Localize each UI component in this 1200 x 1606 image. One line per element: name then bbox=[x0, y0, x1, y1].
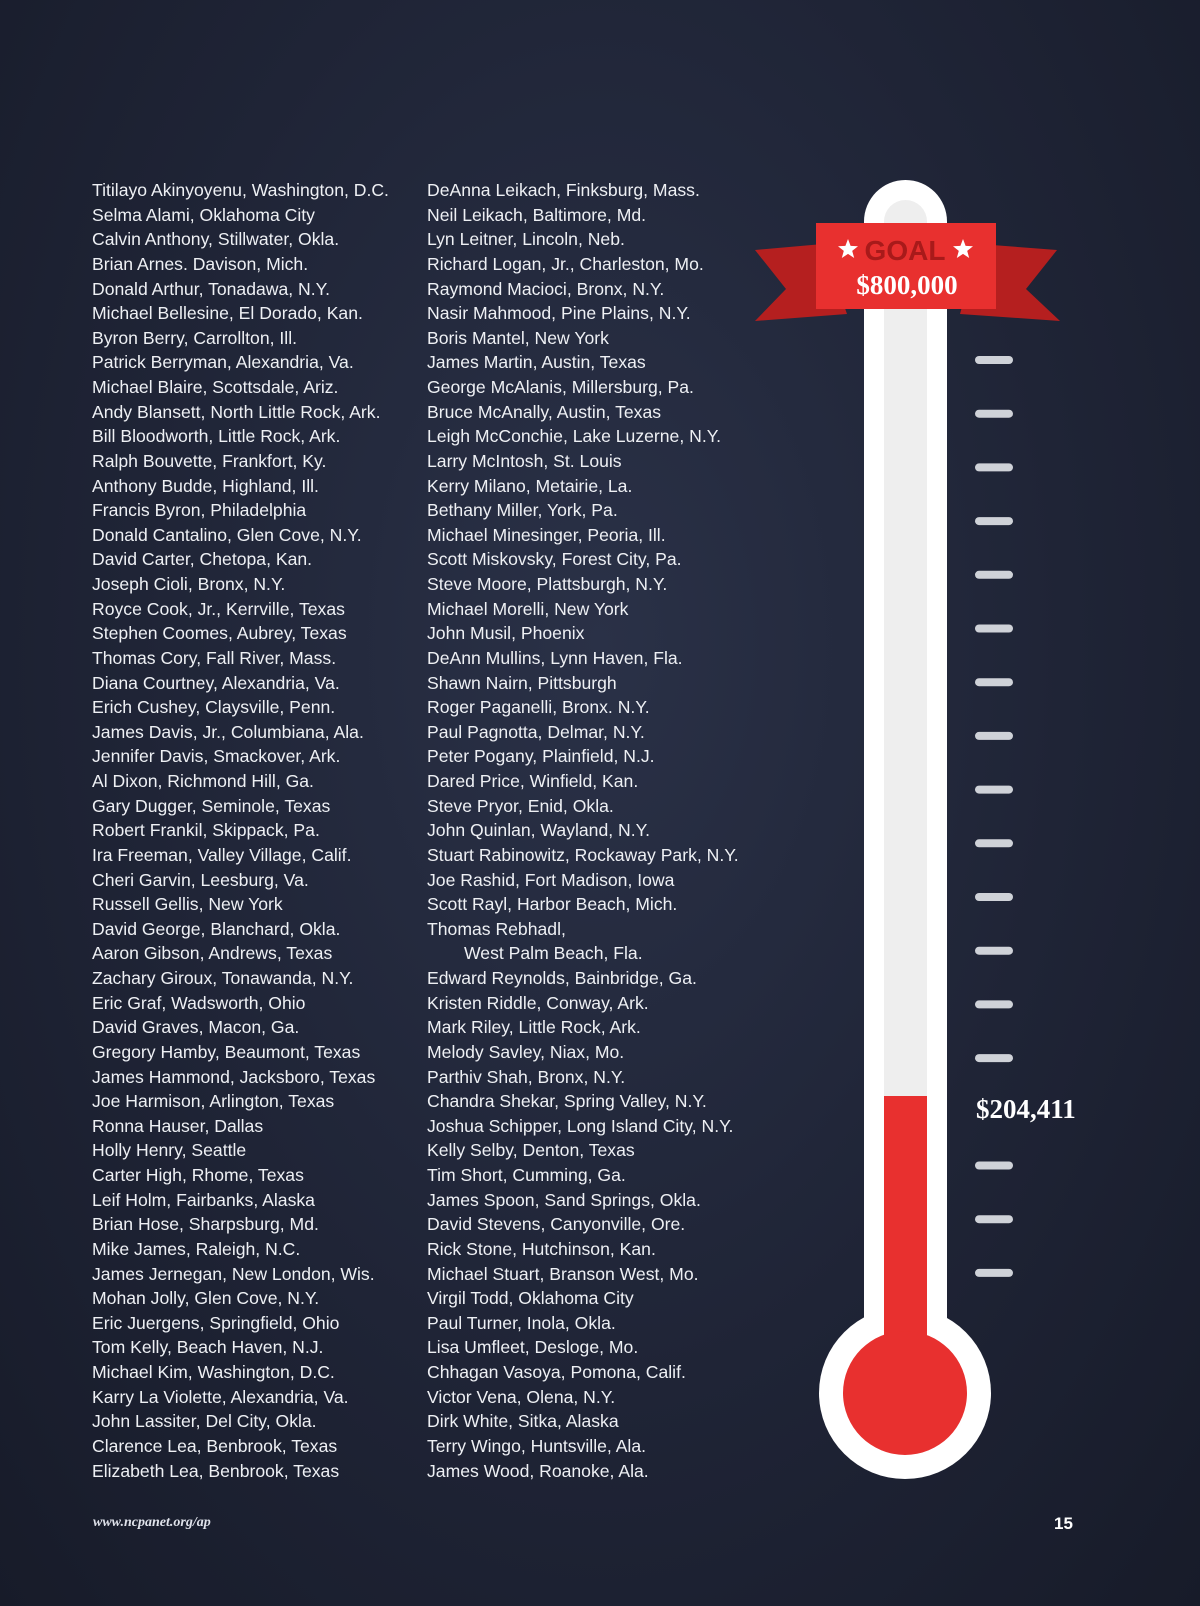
donor-entry: Scott Miskovsky, Forest City, Pa. bbox=[427, 549, 682, 570]
donor-entry: Bruce McAnally, Austin, Texas bbox=[427, 401, 662, 422]
tick-mark bbox=[975, 463, 1013, 471]
donor-entry: Virgil Todd, Oklahoma City bbox=[427, 1288, 634, 1309]
donor-entry: Rick Stone, Hutchinson, Kan. bbox=[427, 1238, 656, 1259]
donor-entry: Eric Graf, Wadsworth, Ohio bbox=[92, 992, 306, 1013]
donor-entry: Michael Kim, Washington, D.C. bbox=[92, 1362, 335, 1382]
donor-entry: Chhagan Vasoya, Pomona, Calif. bbox=[427, 1362, 686, 1382]
donor-entry: Joe Harmison, Arlington, Texas bbox=[92, 1091, 335, 1112]
donor-entry: Boris Mantel, New York bbox=[427, 327, 609, 348]
tick-mark bbox=[975, 571, 1013, 579]
donor-entry: Paul Pagnotta, Delmar, N.Y. bbox=[427, 721, 645, 742]
donor-entry: Zachary Giroux, Tonawanda, N.Y. bbox=[92, 968, 354, 988]
donor-entry: Erich Cushey, Claysville, Penn. bbox=[92, 697, 336, 718]
tick-mark bbox=[975, 1054, 1013, 1062]
donor-entry: Diana Courtney, Alexandria, Va. bbox=[92, 672, 340, 693]
donor-entry: David Stevens, Canyonville, Ore. bbox=[427, 1214, 686, 1235]
tick-mark bbox=[975, 893, 1013, 901]
donor-entry: Richard Logan, Jr., Charleston, Mo. bbox=[427, 253, 704, 274]
donor-entry: Melody Savley, Niax, Mo. bbox=[427, 1041, 625, 1062]
donor-entry: Mohan Jolly, Glen Cove, N.Y. bbox=[92, 1288, 320, 1309]
donor-entry: Michael Blaire, Scottsdale, Ariz. bbox=[92, 377, 339, 397]
donor-entry: James Davis, Jr., Columbiana, Ala. bbox=[92, 721, 364, 742]
donor-entry: Titilayo Akinyoyenu, Washington, D.C. bbox=[92, 180, 389, 200]
donor-entry: Joshua Schipper, Long Island City, N.Y. bbox=[427, 1115, 734, 1136]
donor-entry: DeAnna Leikach, Finksburg, Mass. bbox=[427, 180, 700, 200]
donor-entry: Kristen Riddle, Conway, Ark. bbox=[427, 992, 649, 1013]
donor-entry: Cheri Garvin, Leesburg, Va. bbox=[92, 869, 309, 890]
donor-entry: Leif Holm, Fairbanks, Alaska bbox=[92, 1189, 315, 1210]
donor-entry: John Lassiter, Del City, Okla. bbox=[92, 1411, 317, 1432]
donor-entry: David Graves, Macon, Ga. bbox=[92, 1017, 300, 1038]
donor-entry: Edward Reynolds, Bainbridge, Ga. bbox=[427, 968, 697, 988]
tick-mark bbox=[975, 786, 1013, 794]
tick-mark bbox=[975, 678, 1013, 686]
donor-entry: Roger Paganelli, Bronx. N.Y. bbox=[427, 697, 650, 718]
donor-entry: Lyn Leitner, Lincoln, Neb. bbox=[427, 229, 625, 250]
donor-entry: Neil Leikach, Baltimore, Md. bbox=[427, 204, 647, 225]
donor-entry: James Martin, Austin, Texas bbox=[427, 352, 646, 373]
donor-entry: David George, Blanchard, Okla. bbox=[92, 918, 341, 939]
donor-entry: Victor Vena, Olena, N.Y. bbox=[427, 1386, 616, 1407]
donor-entry: Anthony Budde, Highland, Ill. bbox=[92, 475, 319, 496]
donor-entry: Clarence Lea, Benbrook, Texas bbox=[92, 1435, 338, 1456]
donor-entry: Shawn Nairn, Pittsburgh bbox=[427, 672, 617, 693]
tick-mark bbox=[975, 410, 1013, 418]
page-number: 15 bbox=[1054, 1514, 1073, 1533]
donor-entry: Al Dixon, Richmond Hill, Ga. bbox=[92, 771, 314, 791]
donor-entry: Michael Minesinger, Peoria, Ill. bbox=[427, 524, 666, 545]
donor-entry: Joseph Cioli, Bronx, N.Y. bbox=[92, 574, 286, 594]
donor-entry: George McAlanis, Millersburg, Pa. bbox=[427, 377, 694, 397]
donor-entry: Dirk White, Sitka, Alaska bbox=[427, 1411, 619, 1432]
donor-entry: Ira Freeman, Valley Village, Calif. bbox=[92, 844, 352, 865]
donor-entry: James Hammond, Jacksboro, Texas bbox=[92, 1066, 376, 1087]
raised-amount: $204,411 bbox=[976, 1094, 1076, 1124]
tick-mark bbox=[975, 839, 1013, 847]
donor-entry: Michael Morelli, New York bbox=[427, 598, 629, 619]
donor-entry: James Jernegan, New London, Wis. bbox=[92, 1263, 375, 1284]
donor-entry: Bethany Miller, York, Pa. bbox=[427, 500, 618, 521]
donor-entry: West Palm Beach, Fla. bbox=[464, 943, 643, 964]
donor-entry: John Quinlan, Wayland, N.Y. bbox=[427, 820, 650, 841]
donor-entry: Steve Pryor, Enid, Okla. bbox=[427, 795, 614, 816]
donor-entry: Kelly Selby, Denton, Texas bbox=[427, 1140, 635, 1161]
donor-entry: Francis Byron, Philadelphia bbox=[92, 500, 307, 521]
donor-entry: Gregory Hamby, Beaumont, Texas bbox=[92, 1041, 361, 1062]
donor-entry: Stephen Coomes, Aubrey, Texas bbox=[92, 623, 347, 644]
donor-entry: Carter High, Rhome, Texas bbox=[92, 1165, 304, 1185]
donor-entry: Lisa Umfleet, Desloge, Mo. bbox=[427, 1337, 639, 1358]
donor-entry: Robert Frankil, Skippack, Pa. bbox=[92, 820, 320, 841]
tick-mark bbox=[975, 732, 1013, 740]
thermometer-ticks bbox=[975, 356, 1013, 1277]
donor-entry: Dared Price, Winfield, Kan. bbox=[427, 771, 639, 791]
tick-mark bbox=[975, 356, 1013, 364]
donor-entry: Holly Henry, Seattle bbox=[92, 1140, 247, 1161]
donor-entry: Michael Stuart, Branson West, Mo. bbox=[427, 1263, 699, 1284]
donor-entry: Bill Bloodworth, Little Rock, Ark. bbox=[92, 426, 341, 447]
donor-entry: Joe Rashid, Fort Madison, Iowa bbox=[427, 869, 675, 890]
donor-entry: Peter Pogany, Plainfield, N.J. bbox=[427, 746, 655, 767]
donor-entry: Leigh McConchie, Lake Luzerne, N.Y. bbox=[427, 426, 722, 447]
goal-amount: $800,000 bbox=[856, 270, 958, 300]
donor-entry: Michael Bellesine, El Dorado, Kan. bbox=[92, 303, 363, 324]
donor-entry: Aaron Gibson, Andrews, Texas bbox=[92, 943, 333, 964]
donor-entry: Russell Gellis, New York bbox=[92, 894, 283, 915]
donor-entry: Byron Berry, Carrollton, Ill. bbox=[92, 327, 297, 348]
donor-entry: Nasir Mahmood, Pine Plains, N.Y. bbox=[427, 303, 691, 324]
donor-entry: Selma Alami, Oklahoma City bbox=[92, 204, 315, 225]
donor-entry: Elizabeth Lea, Benbrook, Texas bbox=[92, 1460, 340, 1481]
donor-entry: Brian Arnes. Davison, Mich. bbox=[92, 253, 309, 274]
donor-entry: Karry La Violette, Alexandria, Va. bbox=[92, 1386, 349, 1407]
donor-entry: Eric Juergens, Springfield, Ohio bbox=[92, 1312, 340, 1333]
donor-entry: Kerry Milano, Metairie, La. bbox=[427, 475, 633, 496]
donor-entry: Royce Cook, Jr., Kerrville, Texas bbox=[92, 598, 345, 619]
donor-entry: Steve Moore, Plattsburgh, N.Y. bbox=[427, 574, 668, 594]
donor-entry: Mike James, Raleigh, N.C. bbox=[92, 1238, 301, 1259]
donor-entry: James Spoon, Sand Springs, Okla. bbox=[427, 1189, 701, 1210]
donor-entry: Ronna Hauser, Dallas bbox=[92, 1115, 264, 1136]
tick-mark bbox=[975, 1215, 1013, 1223]
donor-entry: Calvin Anthony, Stillwater, Okla. bbox=[92, 229, 340, 250]
donor-entry: Tim Short, Cumming, Ga. bbox=[427, 1165, 626, 1185]
donor-entry: Raymond Macioci, Bronx, N.Y. bbox=[427, 278, 665, 299]
donor-entry: Stuart Rabinowitz, Rockaway Park, N.Y. bbox=[427, 844, 739, 865]
tick-mark bbox=[975, 947, 1013, 955]
donor-entry: Gary Dugger, Seminole, Texas bbox=[92, 795, 331, 816]
donor-entry: Andy Blansett, North Little Rock, Ark. bbox=[92, 401, 381, 422]
donor-entry: Scott Rayl, Harbor Beach, Mich. bbox=[427, 894, 678, 915]
donor-entry: Donald Arthur, Tonadawa, N.Y. bbox=[92, 278, 331, 299]
donor-entry: Donald Cantalino, Glen Cove, N.Y. bbox=[92, 524, 362, 545]
donor-entry: Ralph Bouvette, Frankfort, Ky. bbox=[92, 450, 327, 471]
donor-entry: Chandra Shekar, Spring Valley, N.Y. bbox=[427, 1091, 707, 1112]
donor-entry: Paul Turner, Inola, Okla. bbox=[427, 1312, 616, 1333]
goal-label: GOAL bbox=[864, 235, 946, 266]
donor-entry: James Wood, Roanoke, Ala. bbox=[427, 1460, 649, 1481]
donor-entry: Thomas Cory, Fall River, Mass. bbox=[92, 647, 337, 668]
tick-mark bbox=[975, 1162, 1013, 1170]
donor-entry: Tom Kelly, Beach Haven, N.J. bbox=[92, 1337, 324, 1358]
tick-mark bbox=[975, 517, 1013, 525]
donor-entry: DeAnn Mullins, Lynn Haven, Fla. bbox=[427, 647, 683, 668]
donor-entry: Patrick Berryman, Alexandria, Va. bbox=[92, 352, 354, 373]
donor-entry: David Carter, Chetopa, Kan. bbox=[92, 549, 313, 570]
thermometer-bulb-fill bbox=[843, 1331, 967, 1455]
donor-entry: John Musil, Phoenix bbox=[427, 623, 585, 644]
donor-entry: Mark Riley, Little Rock, Ark. bbox=[427, 1017, 641, 1038]
donor-entry: Jennifer Davis, Smackover, Ark. bbox=[92, 746, 341, 767]
tick-mark bbox=[975, 1000, 1013, 1008]
donor-entry: Parthiv Shah, Bronx, N.Y. bbox=[427, 1066, 626, 1087]
tick-mark bbox=[975, 625, 1013, 633]
tick-mark bbox=[975, 1269, 1013, 1277]
footer-url: www.ncpanet.org/ap bbox=[93, 1515, 211, 1530]
donor-entry: Terry Wingo, Huntsville, Ala. bbox=[427, 1435, 647, 1456]
donor-entry: Brian Hose, Sharpsburg, Md. bbox=[92, 1214, 319, 1235]
donor-entry: Larry McIntosh, St. Louis bbox=[427, 450, 622, 471]
donor-entry: Thomas Rebhadl, bbox=[427, 918, 566, 939]
